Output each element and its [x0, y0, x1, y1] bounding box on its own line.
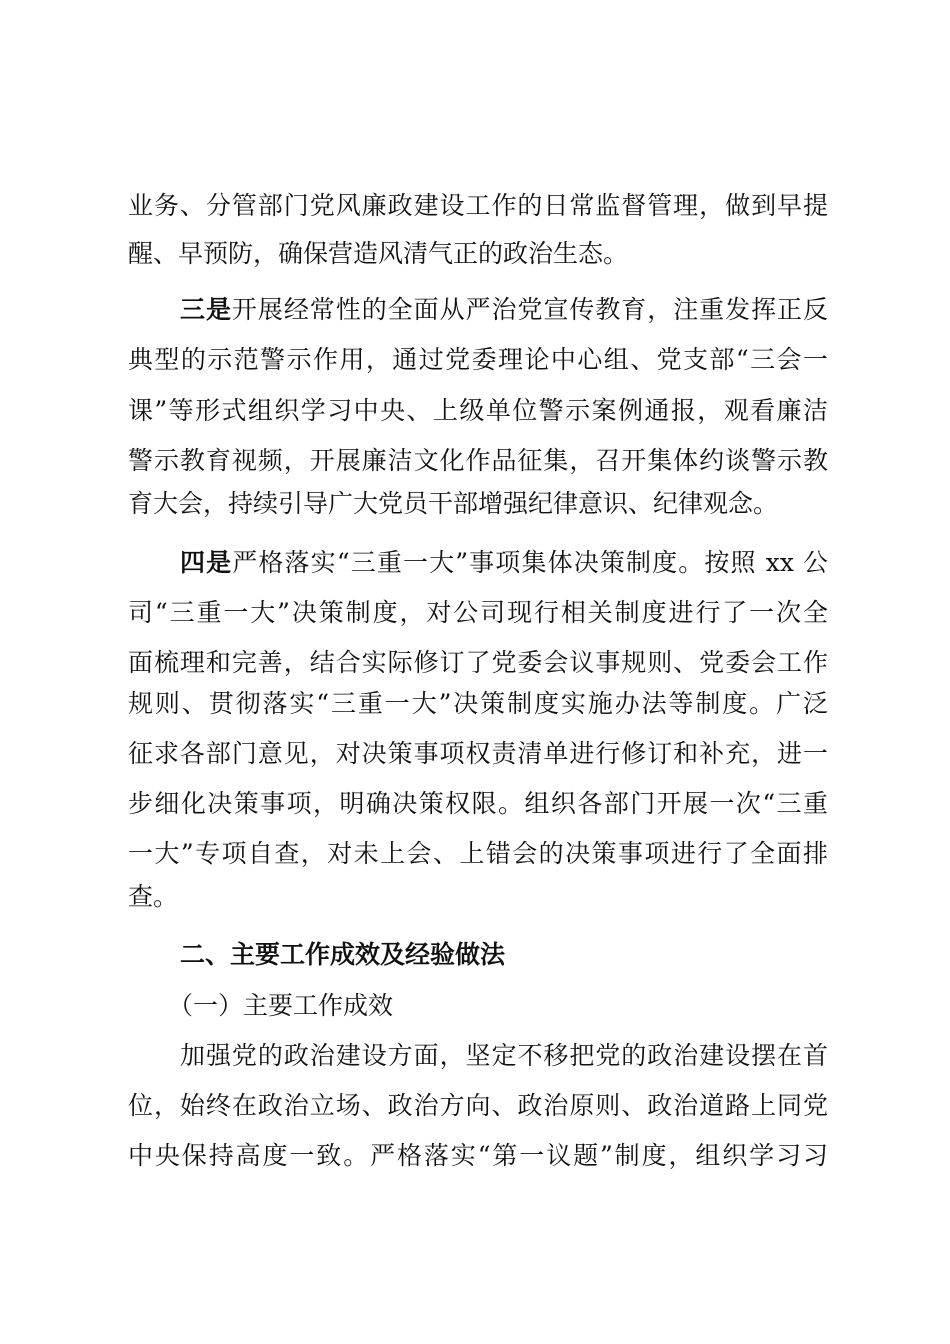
paragraph-line: 典型的示范警示作用，通过党委理论中心组、党支部“三会一 [128, 345, 828, 374]
paragraph-line: 查。 [128, 882, 179, 911]
paragraph-lead: 三是 [180, 295, 232, 324]
paragraph-lead: 四是 [180, 548, 233, 577]
paragraph-line: 课”等形式组织学习中央、上级单位警示案例通报，观看廉洁 [128, 396, 828, 425]
paragraph-line: 业务、分管部门党风廉政建设工作的日常监督管理，做到早提 [128, 191, 828, 220]
paragraph-line: 醒、早预防，确保营造风清气正的政治生态。 [128, 239, 629, 268]
paragraph-line: 一大”专项自查，对未上会、上错会的决策事项进行了全面排 [128, 839, 828, 868]
paragraph-line: 规则、贯彻落实“三重一大”决策制度实施办法等制度。广泛 [128, 689, 828, 718]
paragraph-line: 育大会，持续引导广大党员干部增强纪律意识、纪律观念。 [128, 489, 779, 518]
paragraph-first-line [180, 543, 828, 583]
paragraph-line: 征求各部门意见，对决策事项权责清单进行修订和补充，进一 [128, 739, 828, 768]
paragraph-line: 位，始终在政治立场、政治方向、政治原则、政治道路上同党 [128, 1091, 828, 1120]
paragraph-line: 步细化决策事项，明确决策权限。组织各部门开展一次“三重 [128, 789, 828, 818]
paragraph-first-line: 加强党的政治建设方面，坚定不移把党的政治建设摆在首 [180, 1041, 828, 1070]
paragraph-line: 面梳理和完善，结合实际修订了党委会议事规则、党委会工作 [128, 648, 828, 677]
paragraph-text: 开展经常性的全面从严治党宣传教育，注重发挥正反 [231, 295, 828, 324]
paragraph-line: 警示教育视频，开展廉洁文化作品征集，召开集体约谈警示教 [128, 446, 828, 475]
paragraph-first-line [180, 290, 828, 330]
section-heading: 二、主要工作成效及经验做法 [180, 940, 506, 969]
paragraph-line: 司“三重一大”决策制度，对公司现行相关制度进行了一次全 [128, 598, 828, 627]
paragraph-text: 严格落实“三重一大”事项集体决策制度。按照 xx 公 [232, 548, 828, 577]
subsection-heading: （一）主要工作成效 [168, 991, 394, 1020]
paragraph-line: 中央保持高度一致。严格落实“第一议题”制度，组织学习习 [128, 1141, 828, 1170]
